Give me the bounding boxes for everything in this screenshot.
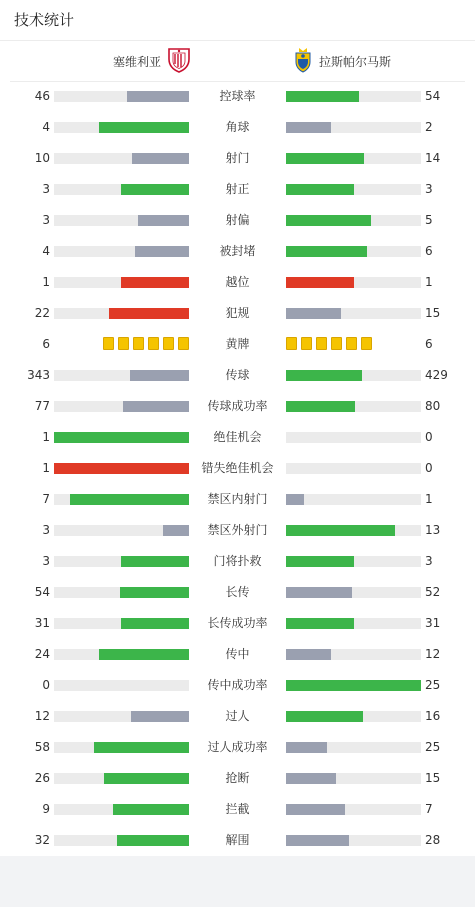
- home-stat-bar-fill: [121, 556, 189, 567]
- stat-label: 拦截: [225, 802, 250, 816]
- away-stat-bar-fill: [286, 804, 345, 815]
- away-stat-bar: [286, 184, 421, 195]
- stat-row: [0, 825, 475, 856]
- yellow-card-icon: [178, 337, 189, 350]
- home-stat-value: 54: [34, 585, 50, 599]
- away-stat-bar: [286, 370, 421, 381]
- stat-label: 禁区内射门: [207, 492, 268, 506]
- away-stat-bar: [286, 587, 421, 598]
- stat-row: [0, 701, 475, 732]
- away-stat-value: 429: [425, 368, 448, 382]
- home-stat-bar: [54, 432, 189, 443]
- home-stat-value: 1: [42, 461, 50, 475]
- away-stat-bar-fill: [286, 308, 341, 319]
- home-stat-bar: [54, 153, 189, 164]
- home-stat-bar: [54, 587, 189, 598]
- stat-row: [0, 515, 475, 546]
- home-stat-value: 24: [34, 647, 50, 661]
- home-stat-bar: [54, 680, 189, 691]
- away-stat-value: 16: [425, 709, 441, 723]
- away-stat-value: 52: [425, 585, 441, 599]
- away-stat-bar-fill: [286, 246, 367, 257]
- stat-row: [0, 360, 475, 391]
- page-title: 技术统计: [14, 11, 75, 29]
- away-stat-value: 0: [425, 461, 433, 475]
- home-stat-value: 10: [34, 151, 50, 165]
- home-stat-value: 3: [42, 554, 50, 568]
- stat-label: 过人成功率: [207, 740, 268, 754]
- stat-row: [0, 391, 475, 422]
- stat-row: [0, 670, 475, 701]
- home-stat-value: 7: [42, 492, 50, 506]
- home-stat-bar-fill: [121, 184, 189, 195]
- yellow-card-icon: [286, 337, 297, 350]
- away-stat-bar: [286, 804, 421, 815]
- home-stat-value: 6: [42, 337, 50, 351]
- yellow-card-icon: [148, 337, 159, 350]
- yellow-card-icon: [331, 337, 342, 350]
- stat-row: [0, 484, 475, 515]
- stat-label: 射偏: [225, 213, 250, 227]
- stat-label: 犯规: [225, 306, 250, 320]
- stat-label: 过人: [225, 709, 250, 723]
- away-stat-bar: [286, 401, 421, 412]
- home-stat-value: 12: [34, 709, 50, 723]
- home-stat-bar: [54, 773, 189, 784]
- home-stat-bar: [54, 246, 189, 257]
- home-stat-bar-fill: [94, 742, 189, 753]
- home-stat-value: 46: [34, 89, 50, 103]
- away-stat-bar-fill: [286, 122, 331, 133]
- stat-row: [0, 174, 475, 205]
- home-stat-bar-fill: [132, 153, 189, 164]
- stat-label: 禁区外射门: [207, 523, 268, 537]
- yellow-card-icon: [346, 337, 357, 350]
- away-yellow-cards: [286, 337, 374, 351]
- away-stat-value: 3: [425, 554, 433, 568]
- away-stat-bar-fill: [286, 742, 327, 753]
- home-stat-bar: [54, 804, 189, 815]
- stat-label: 门将扑救: [213, 554, 262, 568]
- away-stat-value: 1: [425, 275, 433, 289]
- home-stat-value: 4: [42, 244, 50, 258]
- home-stat-bar-fill: [131, 711, 189, 722]
- stat-label: 传中: [225, 647, 250, 661]
- away-stat-value: 25: [425, 740, 441, 754]
- home-stat-bar: [54, 91, 189, 102]
- home-stat-value: 3: [42, 213, 50, 227]
- away-stat-bar: [286, 432, 421, 443]
- home-stat-bar-fill: [54, 463, 189, 474]
- home-stat-bar: [54, 835, 189, 846]
- away-stat-bar: [286, 463, 421, 474]
- stat-label: 控球率: [219, 89, 256, 103]
- stat-label: 抢断: [225, 771, 250, 785]
- home-yellow-cards: [101, 337, 189, 351]
- home-stat-value: 343: [27, 368, 50, 382]
- yellow-card-icon: [361, 337, 372, 350]
- away-stat-value: 31: [425, 616, 441, 630]
- away-stat-value: 14: [425, 151, 441, 165]
- away-stat-bar-fill: [286, 370, 362, 381]
- stat-label: 错失绝佳机会: [201, 461, 274, 475]
- home-stat-bar: [54, 711, 189, 722]
- away-stat-bar-fill: [286, 649, 331, 660]
- stat-label: 绝佳机会: [213, 430, 262, 444]
- away-stat-bar: [286, 153, 421, 164]
- stat-row: [0, 546, 475, 577]
- away-stat-value: 6: [425, 244, 433, 258]
- home-stat-bar: [54, 122, 189, 133]
- stat-row: [0, 577, 475, 608]
- away-stat-value: 15: [425, 771, 441, 785]
- stat-row: [0, 639, 475, 670]
- stat-row: [0, 763, 475, 794]
- home-stat-bar-fill: [138, 215, 189, 226]
- home-stat-bar-fill: [117, 835, 189, 846]
- home-stat-bar-fill: [163, 525, 189, 536]
- home-stat-value: 1: [42, 275, 50, 289]
- away-stat-value: 3: [425, 182, 433, 196]
- away-team-name: 拉斯帕尔马斯: [319, 54, 392, 69]
- stat-row: [0, 112, 475, 143]
- away-stat-value: 5: [425, 213, 433, 227]
- away-stat-value: 7: [425, 802, 433, 816]
- home-stat-bar-fill: [99, 122, 189, 133]
- home-team[interactable]: [113, 48, 191, 74]
- yellow-card-icon: [163, 337, 174, 350]
- away-stat-value: 15: [425, 306, 441, 320]
- away-stat-bar: [286, 711, 421, 722]
- away-stat-bar-fill: [286, 401, 355, 412]
- away-stat-value: 25: [425, 678, 441, 692]
- home-stat-value: 22: [34, 306, 50, 320]
- away-stat-bar: [286, 680, 421, 691]
- away-stat-bar: [286, 525, 421, 536]
- home-stat-bar-fill: [130, 370, 189, 381]
- away-stat-bar-fill: [286, 587, 352, 598]
- away-team[interactable]: [293, 48, 391, 74]
- yellow-card-icon: [316, 337, 327, 350]
- away-stat-bar: [286, 308, 421, 319]
- stat-label: 长传: [225, 585, 250, 599]
- away-stat-value: 54: [425, 89, 441, 103]
- away-stat-bar-fill: [286, 494, 304, 505]
- away-stat-bar: [286, 618, 421, 629]
- stat-row: [0, 236, 475, 267]
- home-team-name: 塞维利亚: [113, 54, 162, 69]
- home-stat-value: 1: [42, 430, 50, 444]
- away-stat-value: 80: [425, 399, 441, 413]
- away-stat-bar-fill: [286, 835, 349, 846]
- stat-label: 传中成功率: [207, 678, 268, 692]
- stat-label: 射门: [225, 151, 250, 165]
- away-stat-bar-fill: [286, 773, 336, 784]
- home-stat-value: 0: [42, 678, 50, 692]
- away-stat-bar-fill: [286, 153, 364, 164]
- home-stat-bar: [54, 308, 189, 319]
- home-stat-bar-fill: [121, 277, 189, 288]
- stat-row: [0, 422, 475, 453]
- home-stat-bar-fill: [120, 587, 189, 598]
- home-stat-bar-fill: [99, 649, 189, 660]
- home-stat-value: 58: [34, 740, 50, 754]
- home-stat-value: 4: [42, 120, 50, 134]
- home-stat-bar-fill: [104, 773, 189, 784]
- away-stat-value: 13: [425, 523, 441, 537]
- stat-row: [0, 608, 475, 639]
- stat-label: 黄牌: [225, 337, 250, 351]
- home-stat-bar-fill: [70, 494, 189, 505]
- home-stat-bar: [54, 401, 189, 412]
- home-stat-bar-fill: [123, 401, 189, 412]
- away-stat-bar: [286, 742, 421, 753]
- home-stat-value: 31: [34, 616, 50, 630]
- away-stat-bar: [286, 649, 421, 660]
- stat-label: 角球: [225, 120, 250, 134]
- home-stat-value: 32: [34, 833, 50, 847]
- away-stat-value: 12: [425, 647, 441, 661]
- stat-row: [0, 143, 475, 174]
- home-stat-value: 3: [42, 523, 50, 537]
- stat-label: 传球成功率: [207, 399, 268, 413]
- home-stat-bar: [54, 184, 189, 195]
- las-palmas-crest-icon: [293, 47, 313, 76]
- stat-row: [0, 453, 475, 484]
- stat-row: [0, 205, 475, 236]
- away-stat-bar-fill: [286, 91, 359, 102]
- away-stat-bar-fill: [286, 184, 354, 195]
- away-stat-bar: [286, 246, 421, 257]
- home-stat-bar: [54, 556, 189, 567]
- away-stat-value: 2: [425, 120, 433, 134]
- home-stat-bar: [54, 277, 189, 288]
- away-stat-bar: [286, 494, 421, 505]
- stat-label: 传球: [225, 368, 250, 382]
- stat-label: 越位: [225, 275, 250, 289]
- home-stat-bar: [54, 463, 189, 474]
- home-stat-bar: [54, 618, 189, 629]
- away-stat-bar: [286, 773, 421, 784]
- away-stat-bar-fill: [286, 277, 354, 288]
- stat-label: 被封堵: [219, 244, 256, 258]
- stat-row: [0, 298, 475, 329]
- stat-row: [0, 794, 475, 825]
- away-stat-bar: [286, 835, 421, 846]
- home-stat-bar: [54, 494, 189, 505]
- home-stat-bar-fill: [109, 308, 189, 319]
- stat-label: 解围: [225, 833, 250, 847]
- home-stat-bar: [54, 525, 189, 536]
- away-stat-value: 6: [425, 337, 433, 351]
- stat-row: [0, 81, 475, 112]
- home-stat-bar: [54, 649, 189, 660]
- home-stat-bar-fill: [54, 432, 189, 443]
- yellow-card-icon: [133, 337, 144, 350]
- away-stat-bar: [286, 122, 421, 133]
- away-stat-bar-fill: [286, 525, 395, 536]
- away-stat-bar-fill: [286, 618, 354, 629]
- away-stat-bar: [286, 277, 421, 288]
- yellow-card-icon: [301, 337, 312, 350]
- away-stat-bar-fill: [286, 711, 363, 722]
- stat-row: [0, 329, 475, 360]
- home-stat-bar-fill: [127, 91, 189, 102]
- home-stat-value: 26: [34, 771, 50, 785]
- away-stat-bar: [286, 91, 421, 102]
- yellow-card-icon: [118, 337, 129, 350]
- home-stat-bar-fill: [121, 618, 189, 629]
- stat-label: 射正: [225, 182, 250, 196]
- home-stat-value: 3: [42, 182, 50, 196]
- away-stat-value: 0: [425, 430, 433, 444]
- stat-row: [0, 732, 475, 763]
- home-stat-bar-fill: [113, 804, 189, 815]
- stat-label: 长传成功率: [207, 616, 268, 630]
- home-stat-value: 9: [42, 802, 50, 816]
- divider: [0, 40, 475, 41]
- stat-row: [0, 267, 475, 298]
- home-stat-bar: [54, 215, 189, 226]
- away-stat-bar-fill: [286, 215, 371, 226]
- sevilla-crest-icon: [167, 47, 191, 76]
- home-stat-bar-fill: [135, 246, 189, 257]
- away-stat-value: 1: [425, 492, 433, 506]
- home-stat-value: 77: [34, 399, 50, 413]
- away-stat-value: 28: [425, 833, 441, 847]
- away-stat-bar-fill: [286, 556, 354, 567]
- home-stat-bar: [54, 370, 189, 381]
- yellow-card-icon: [103, 337, 114, 350]
- away-stat-bar-fill: [286, 680, 421, 691]
- away-stat-bar: [286, 215, 421, 226]
- home-stat-bar: [54, 742, 189, 753]
- away-stat-bar: [286, 556, 421, 567]
